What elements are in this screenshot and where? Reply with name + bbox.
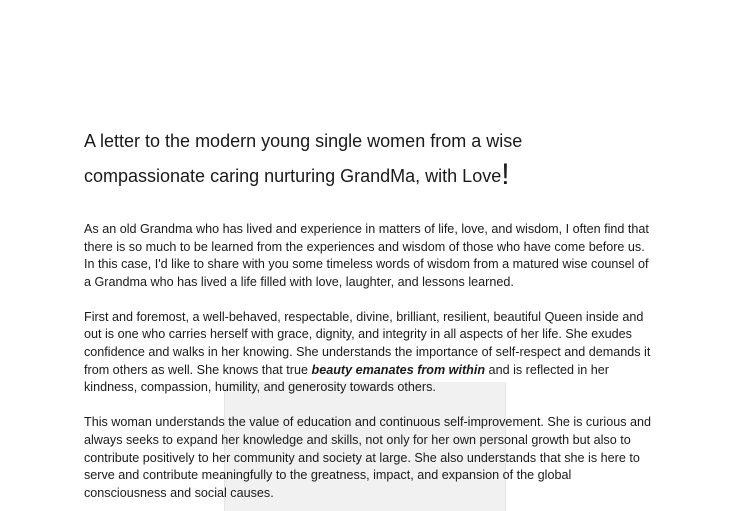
paragraph-intro: As an old Grandma who has lived and experience in matters of life, love, and wisdom, I often find that there is so much to be learned from the experiences and wisdom of those who have come before us. In this case, I'd like to share with you some timeless words of wisdom from a matured wise counsel of a Grandma who has lived a life filled with love, laughter, and lessons learned. xyxy=(84,222,649,289)
paragraph-queen xyxy=(84,309,654,397)
document-body xyxy=(84,124,654,502)
title-exclamation: ! xyxy=(501,158,510,191)
document-title xyxy=(84,124,564,194)
paragraph-queen-start: First and foremost, a well-behaved, respectable, divine, brilliant, resilient, beautiful Queen inside and out is one who carries herself with grace, dignity, and integrity in all aspects of her life. She exudes confidence and walks in her knowing. She understands the importance of self-respect and demands it from others as well. She knows that true xyxy=(84,309,651,377)
paragraph-education: This woman understands the value of education and continuous self-improvement. She is curious and always seeks to expand her knowledge and skills, not only for her own personal growth but also to contribute positively to her community and society at large. She also understands that she is here to serve and contribute meaningfully to the greatness, impact, and expansion of the global consciousness and social causes. xyxy=(84,415,652,500)
paragraph-queen-end: and is reflected in her kindness, compassion, humility, and generosity towards others. xyxy=(84,362,609,395)
emphasis-text: beauty emanates from within xyxy=(311,362,486,377)
document-title-text: A letter to the modern young single women from a wise compassionate caring nurturing GrandMa, with Love xyxy=(84,131,523,186)
